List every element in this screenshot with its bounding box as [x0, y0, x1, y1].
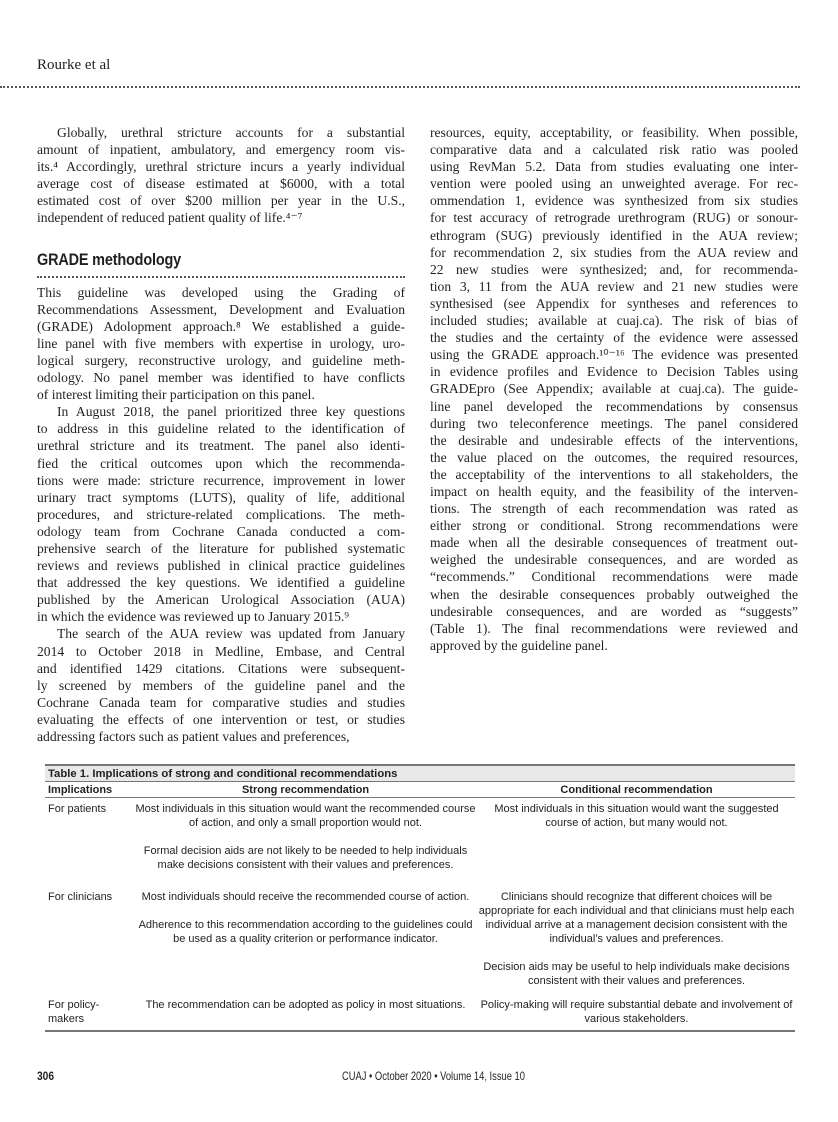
- text-line: tion 3, 11 from the AUA review and 21 new studies were: [430, 278, 798, 294]
- running-head: Rourke et al: [37, 57, 111, 73]
- text-line: synthesised (see Appendix for syntheses and references to: [430, 295, 798, 311]
- text-line: approved by the guideline panel.: [430, 637, 608, 653]
- text-line: and identified 1429 citations. Citations were subsequent-: [37, 660, 405, 676]
- text-line: tions. The strength of each recommendation was rated as: [430, 501, 798, 517]
- strong-recommendation-cell: [133, 890, 478, 998]
- table-row: [45, 998, 795, 1030]
- text-line: published by the American Urological Association (AUA): [37, 592, 405, 608]
- text-line: amount of inpatient, ambulatory, and emergency room vis-: [37, 142, 405, 158]
- text-line: urethral stricture and its treatment. The panel also identi-: [37, 438, 405, 454]
- text-line: its.⁴ Accordingly, urethral stricture incurs a yearly individual: [37, 159, 405, 175]
- text-line: undesirable consequences, and are worded as “suggests”: [430, 603, 798, 619]
- text-line: (GRADE) Adolopment approach.⁸ We established a guide-: [37, 318, 405, 334]
- text-line: odology team from Cochrane Canada conducted a com-: [37, 523, 405, 539]
- cell-text: Most individuals in this situation would want the recommended course of action, and only a small proportion would not.: [135, 803, 476, 829]
- text-line: using the GRADE approach.¹⁰⁻¹⁶ The evidence was presented: [430, 347, 798, 363]
- text-line: reviews and reviews published in clinical practice guidelines: [37, 558, 405, 574]
- table-bottom-rule: [45, 1030, 795, 1032]
- paragraph: [37, 124, 405, 227]
- text-line: for test accuracy of retrograde urethrogram (RUG) or sonour-: [430, 210, 798, 226]
- text-line: line panel with five members with expertise in urology, uro-: [37, 335, 405, 351]
- text-line: tions were made: stricture recurrence, improvement in lower: [37, 472, 405, 488]
- text-line: weighed the undesirable consequences, and are worded as: [430, 552, 798, 568]
- table-title: Table 1. Implications of strong and conditional recommendations: [45, 764, 795, 782]
- header-rule: [0, 86, 800, 88]
- text-line: the studies and the certainty of the evidence were assessed: [430, 330, 798, 346]
- cell-text: Decision aids may be useful to help individuals make decisions consistent with their values and preferences.: [483, 961, 790, 987]
- text-line: Cochrane Canada team for comparative studies and studies: [37, 694, 405, 710]
- cell-text: Most individuals should receive the recommended course of action.: [141, 891, 470, 903]
- text-line: (Table 1). The final recommendations were reviewed and: [430, 620, 798, 636]
- text-line: impact on health equity, and the feasibility of the interven-: [430, 483, 798, 499]
- text-line: “recommends.” Conditional recommendations were made: [430, 569, 798, 585]
- text-line: either strong or conditional. Strong recommendations were: [430, 518, 798, 534]
- cell-text: Adherence to this recommendation according to the guidelines could be used as a quality criterion or performance indicator.: [138, 919, 473, 945]
- text-line: using RevMan 5.2. Data from studies evaluating one inter-: [430, 159, 798, 175]
- text-line: line panel developed the recommendations by consensus: [430, 398, 798, 414]
- text-line: GRADEpro (See Appendix; available at cuaj.ca). The guide-: [430, 381, 798, 397]
- table-header-row: [45, 782, 795, 798]
- paragraph: [37, 403, 405, 625]
- text-line: odology. No panel member was identified to have conflicts: [37, 370, 405, 386]
- conditional-recommendation-cell: [478, 998, 795, 1030]
- paragraph: [37, 284, 405, 404]
- text-line: ommendation 1, evidence was synthesized from six studies: [430, 193, 798, 209]
- cell-text: The recommendation can be adopted as policy in most situations.: [145, 999, 466, 1011]
- table-body: [45, 798, 795, 1030]
- column-header: Implications: [48, 784, 113, 796]
- text-line: ethrogram (SUG) previously identified in the AUA review;: [430, 227, 798, 243]
- text-line: vention were pooled using an unweighted average. For rec-: [430, 176, 798, 192]
- text-line: in which the evidence was reviewed up to January 2015.⁹: [37, 609, 350, 625]
- text-line: to address in this guideline related to the identification of: [37, 421, 405, 437]
- text-line: the desirable and undesirable effects of the interventions,: [430, 432, 798, 448]
- text-line: fied the critical outcomes upon which the recommenda-: [37, 455, 405, 471]
- text-line: 22 new studies were synthesized; and, for recommenda-: [430, 261, 798, 277]
- table-row: [45, 890, 795, 998]
- text-line: independent of reduced patient quality of life.⁴⁻⁷: [37, 210, 303, 226]
- text-line: of interest limiting their participation on this panel.: [37, 387, 315, 403]
- text-line: during two teleconference meetings. The panel considered: [430, 415, 798, 431]
- text-line: resources, equity, acceptability, or feasibility. When possible,: [430, 125, 798, 140]
- right-column: [430, 124, 798, 654]
- text-line: addressing factors such as patient values and preferences,: [37, 729, 350, 744]
- paragraph: [430, 124, 798, 654]
- cell-text: Formal decision aids are not likely to be needed to help individuals make decisions consistent with their values and preferences.: [143, 845, 468, 871]
- text-line: 2014 to October 2018 in Medline, Embase, and Central: [37, 643, 405, 659]
- text-line: Globally, urethral stricture accounts for a substantial: [57, 125, 405, 140]
- paragraph: [37, 625, 405, 745]
- text-line: evaluating the effects of one intervention or test, or studies: [37, 711, 405, 727]
- cell-text: Clinicians should recognize that different choices will be appropriate for each individual and that clinicians must help each individual arrive at a management decision consistent with the individual’s values and preferences.: [478, 891, 795, 945]
- table-row: [45, 798, 795, 890]
- left-column: [37, 124, 405, 745]
- row-label: For patients: [48, 803, 107, 815]
- text-line: when the desirable consequences probably outweighed the: [430, 586, 798, 602]
- journal-citation: CUAJ • October 2020 • Volume 14, Issue 10: [342, 1069, 525, 1083]
- text-line: comparative data and a calculated risk ratio was pooled: [430, 142, 798, 158]
- text-line: in evidence profiles and Evidence to Decision Tables using: [430, 364, 798, 380]
- text-line: The search of the AUA review was updated from January: [57, 626, 405, 642]
- row-label: For policy-makers: [48, 999, 100, 1025]
- page-number: 306: [37, 1069, 55, 1083]
- text-line: logical surgery, reconstructive urology, and guideline meth-: [37, 352, 405, 368]
- text-line: Recommendations Assessment, Development and Evaluation: [37, 301, 405, 317]
- text-line: procedures, and stricture-related complications. The meth-: [37, 506, 405, 522]
- text-line: estimated cost of over $200 million per year in the U.S.,: [37, 193, 405, 209]
- column-header: Conditional recommendation: [560, 784, 713, 796]
- text-line: included studies; available at cuaj.ca). The risk of bias of: [430, 313, 798, 329]
- cell-text: Most individuals in this situation would want the suggested course of action, but many would not.: [494, 803, 779, 829]
- section-rule: [37, 276, 405, 278]
- row-label: For clinicians: [48, 891, 113, 903]
- conditional-recommendation-cell: [478, 890, 795, 998]
- text-line: urinary tract symptoms (LUTS), quality of life, additional: [37, 489, 405, 505]
- text-line: prehensive search of the literature for published systematic: [37, 540, 405, 556]
- text-line: This guideline was developed using the Grading of: [37, 284, 405, 300]
- text-line: for recommendation 2, six studies from the AUA review and: [430, 244, 798, 260]
- text-line: average cost of disease estimated at $6000, with a total: [37, 176, 405, 192]
- strong-recommendation-cell: [133, 998, 478, 1030]
- table-1: [45, 764, 795, 1032]
- text-line: ly screened by members of the guideline panel and the: [37, 677, 405, 693]
- text-line: the acceptability of the interventions to all stakeholders, the: [430, 466, 798, 482]
- strong-recommendation-cell: [133, 802, 478, 890]
- text-line: made when all the desirable consequences of treatment out-: [430, 535, 798, 551]
- text-line: that addressed the key questions. We identified a guideline: [37, 575, 405, 591]
- section-heading: GRADE methodology: [37, 249, 182, 269]
- column-header: Strong recommendation: [241, 784, 370, 796]
- cell-text: Policy-making will require substantial debate and involvement of various stakeholders.: [480, 999, 793, 1025]
- conditional-recommendation-cell: [478, 802, 795, 890]
- text-line: In August 2018, the panel prioritized three key questions: [57, 404, 405, 420]
- text-line: the value placed on the outcomes, the required resources,: [430, 449, 798, 465]
